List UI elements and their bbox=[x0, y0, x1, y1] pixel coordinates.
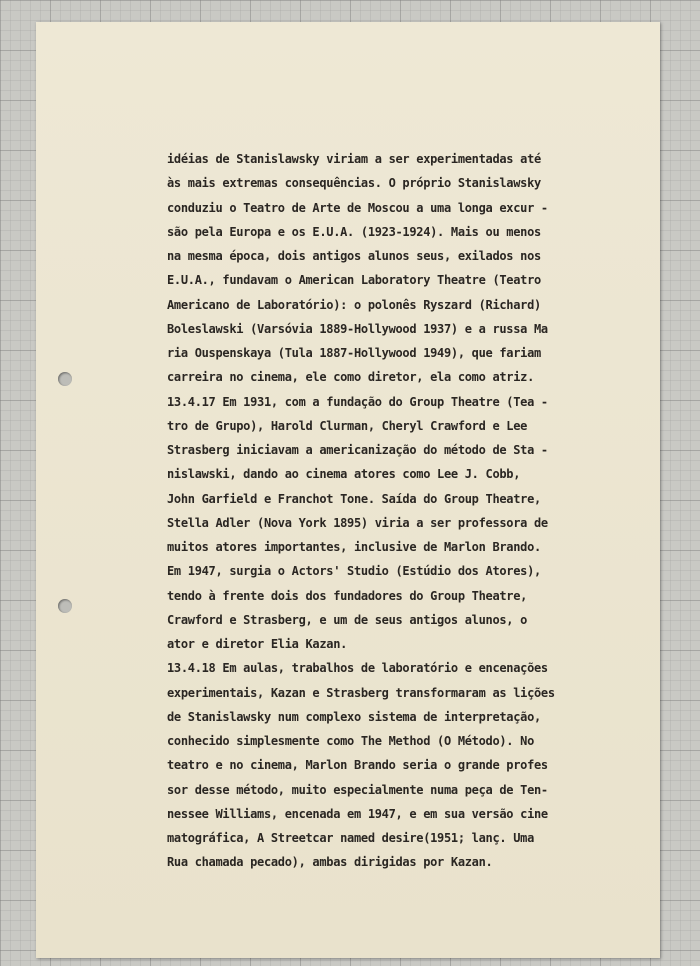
text-line: nislawski, dando ao cinema atores como Lee J. Cobb, bbox=[167, 467, 521, 482]
text-line: são pela Europa e os E.U.A. (1923-1924). Mais ou menos bbox=[167, 224, 541, 239]
text-line: tro de Grupo), Harold Clurman, Cheryl Crawford e Lee bbox=[167, 418, 528, 433]
text-line: Stella Adler (Nova York 1895) viria a ser professora de bbox=[167, 515, 548, 530]
typed-text-block bbox=[167, 147, 627, 875]
text-line: conduziu o Teatro de Arte de Moscou a uma longa excur - bbox=[167, 200, 548, 215]
text-line: matográfica, A Streetcar named desire(1951; lanç. Uma bbox=[167, 831, 535, 845]
text-line: ator e diretor Elia Kazan. bbox=[167, 637, 348, 651]
text-line: ria Ouspenskaya (Tula 1887-Hollywood 1949), que fariam bbox=[167, 346, 541, 360]
text-line: de Stanislawsky num complexo sistema de interpretação, bbox=[167, 709, 541, 724]
text-line: na mesma época, dois antigos alunos seus, exilados nos bbox=[167, 249, 541, 263]
text-line: Rua chamada pecado), ambas dirigidas por Kazan. bbox=[167, 855, 493, 870]
text-line: John Garfield e Franchot Tone. Saída do Group Theatre, bbox=[167, 491, 541, 506]
text-line: nessee Williams, encenada em 1947, e em sua versão cine bbox=[167, 806, 548, 821]
text-line: teatro e no cinema, Marlon Brando seria o grande profes bbox=[167, 758, 548, 773]
text-line: carreira no cinema, ele como diretor, ela como atriz. bbox=[167, 370, 535, 385]
text-line: sor desse método, muito especialmente numa peça de Ten- bbox=[167, 782, 548, 797]
text-line: Em 1947, surgia o Actors' Studio (Estúdio dos Atores), bbox=[167, 564, 541, 579]
punch-hole bbox=[58, 599, 72, 613]
text-line: muitos atores importantes, inclusive de Marlon Brando. bbox=[167, 540, 541, 554]
text-line: Americano de Laboratório): o polonês Ryszard (Richard) bbox=[167, 297, 541, 312]
punch-hole bbox=[58, 372, 72, 386]
text-line: 13.4.17 Em 1931, com a fundação do Group Theatre (Tea - bbox=[167, 394, 548, 409]
text-line: Crawford e Strasberg, e um de seus antigos alunos, o bbox=[167, 612, 528, 627]
text-line: E.U.A., fundavam o American Laboratory Theatre (Teatro bbox=[167, 273, 541, 288]
text-line: 13.4.18 Em aulas, trabalhos de laboratório e encenações bbox=[167, 661, 548, 676]
text-line: Strasberg iniciavam a americanização do método de Sta - bbox=[167, 443, 548, 457]
text-line: tendo à frente dois dos fundadores do Group Theatre, bbox=[167, 588, 528, 603]
text-line: às mais extremas consequências. O próprio Stanislawsky bbox=[167, 176, 541, 191]
text-line: conhecido simplesmente como The Method (O Método). No bbox=[167, 734, 535, 748]
text-line: experimentais, Kazan e Strasberg transformaram as lições bbox=[167, 685, 555, 700]
text-line: idéias de Stanislawsky viriam a ser experimentadas até bbox=[167, 152, 541, 166]
text-line: Boleslawski (Varsóvia 1889-Hollywood 1937) e a russa Ma bbox=[167, 321, 548, 336]
